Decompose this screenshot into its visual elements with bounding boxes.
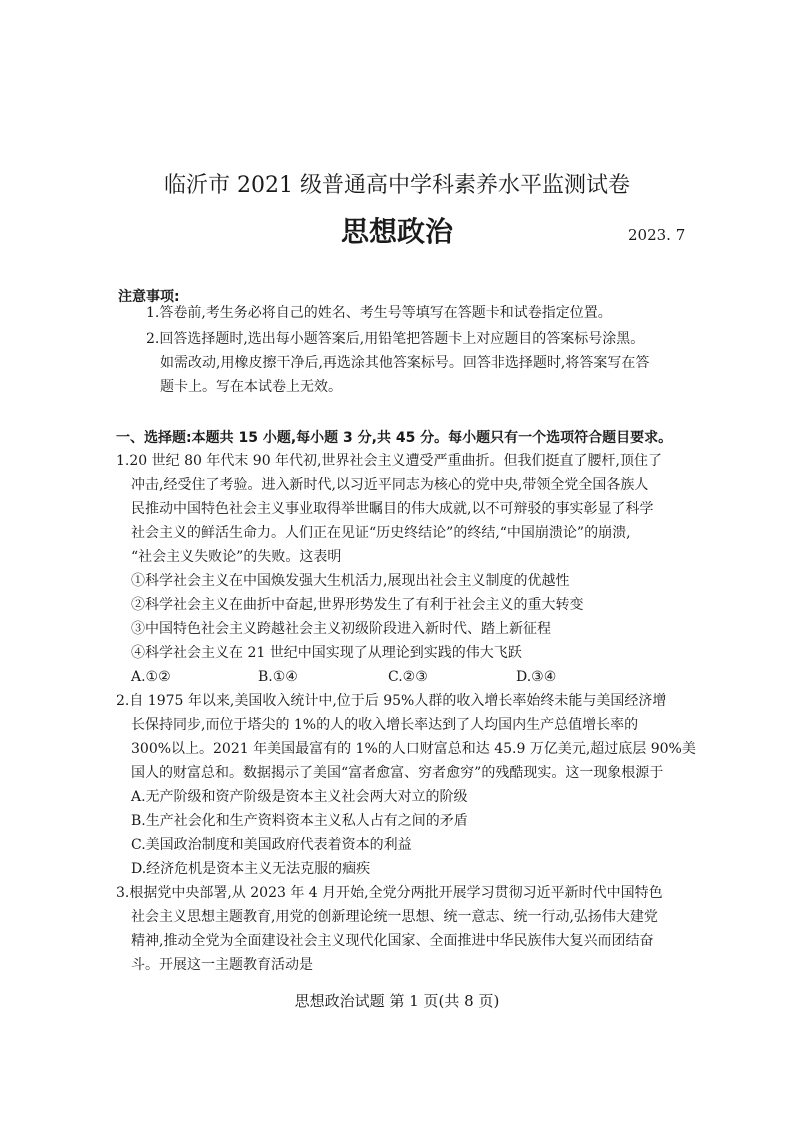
question-2-option-a: A.无产阶级和资产阶级是资本主义社会两大对立的阶级 [131,789,468,805]
question-3-line: 社会主义思想主题教育,用党的创新理论统一思想、统一意志、统一行动,弘扬伟大建党 [131,909,658,925]
question-1-statement: ①科学社会主义在中国焕发强大生机活力,展现出社会主义制度的优越性 [131,573,570,589]
question-1-line: 1.20 世纪 80 年代末 90 年代初,世界社会主义遭受严重曲折。但我们挺直了腰杆,顶住了 [116,453,662,469]
notice-item: 2.回答选择题时,选出每小题答案后,用铅笔把答题卡上对应题目的答案标号涂黑。 [146,331,645,347]
exam-title: 临沂市 2021 级普通高中学科素养水平监测试卷 [164,173,630,198]
question-1-statement: ③中国特色社会主义跨越社会主义初级阶段进入新时代、踏上新征程 [131,621,551,637]
question-1-line: 冲击,经受住了考验。进入新时代,以习近平同志为核心的党中央,带领全党全国各族人 [131,477,649,493]
question-1-option-d: D.③④ [516,669,557,685]
question-1-statement: ②科学社会主义在曲折中奋起,世界形势发生了有利于社会主义的重大转变 [131,597,584,613]
question-2-option-c: C.美国政治制度和美国政府代表着资本的利益 [131,837,412,853]
question-2-line: 300%以上。2021 年美国最富有的 1%的人口财富总和达 45.9 万亿美元,超过底层 90%美 [131,741,696,757]
question-2-option-d: D.经济危机是资本主义无法克服的痼疾 [131,861,371,877]
question-1-line: “社会主义失败论”的失败。这表明 [131,549,342,565]
section-heading: 一、选择题:本题共 15 小题,每小题 3 分,共 45 分。每小题只有一个选项符合题目要求。 [116,430,673,446]
question-2-line: 国人的财富总和。数据揭示了美国“富者愈富、穷者愈穷”的残酷现实。这一现象根源于 [131,765,664,781]
question-3-line: 精神,推动全党为全面建设社会主义现代化国家、全面推进中华民族伟大复兴而团结奋 [131,933,654,949]
question-1-option-b: B.①④ [258,669,298,685]
question-1-statement: ④科学社会主义在 21 世纪中国实现了从理论到实践的伟大飞跃 [131,645,522,661]
question-1-option-a: A.①② [131,669,171,685]
question-3-line: 3.根据党中央部署,从 2023 年 4 月开始,全党分两批开展学习贯彻习近平新时代中国特色 [116,885,663,901]
notice-item: 题卡上。写在本试卷上无效。 [160,379,342,395]
question-1-option-c: C.②③ [388,669,428,685]
question-1-line: 民推动中国特色社会主义事业取得举世瞩目的伟大成就,以不可辩驳的事实彰显了科学 [131,501,654,517]
notice-item: 如需改动,用橡皮擦干净后,再选涂其他答案标号。回答非选择题时,将答案写在答 [160,355,650,371]
notice-item: 1.答卷前,考生务必将自己的姓名、考生号等填写在答题卡和试卷指定位置。 [146,305,612,321]
notice-heading: 注意事项: [118,289,180,305]
question-1-line: 社会主义的鲜活生命力。人们正在见证“历史终结论”的终结,“中国崩溃论”的崩溃, [131,525,631,541]
question-2-option-b: B.生产社会化和生产资料资本主义私人占有之间的矛盾 [131,813,468,829]
exam-date: 2023. 7 [628,226,686,244]
subject-title: 思想政治 [340,215,453,248]
question-3-line: 斗。开展这一主题教育活动是 [131,957,313,973]
question-2-line: 长保持同步,而位于塔尖的 1%的人的收入增长率达到了人均国内生产总值增长率的 [131,717,639,733]
page-footer: 思想政治试题 第 1 页(共 8 页) [294,992,500,1010]
question-2-line: 2.自 1975 年以来,美国收入统计中,位于后 95%人群的收入增长率始终未能与美国经济增 [116,693,667,709]
